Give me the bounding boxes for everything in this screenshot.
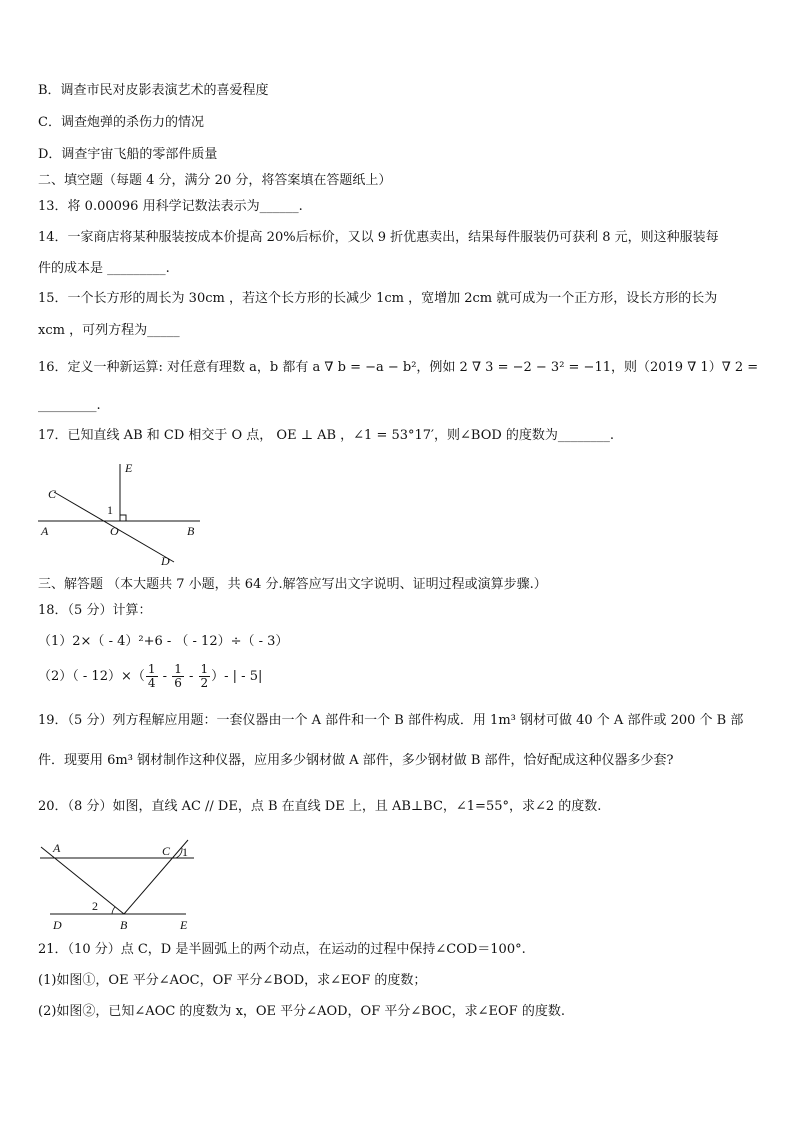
question-15-line-1: 15．一个长方形的周长为 30cm ，若这个长方形的长减少 1cm ，宽增加 2cm 就可成为一个正方形，设长方形的长为 <box>38 291 718 306</box>
question-19-line-2: 件．现要用 6m³ 钢材制作这种仪器，应用多少钢材做 A 部件，多少钢材做 B 部件，恰好配成这种仪器多少套? <box>38 753 674 768</box>
question-21-part-2: (2)如图②，已知∠AOC 的度数为 x，OE 平分∠AOD，OF 平分∠BOC，求∠EOF 的度数. <box>38 1004 565 1019</box>
q18-2-suffix: ）- | - 5| <box>211 669 263 684</box>
fraction-1-6: $\frac{1}{6}$ <box>174 662 182 690</box>
option-b: B．调查市民对皮影表演艺术的喜爱程度 <box>38 83 269 98</box>
question-13: 13．将 0.00096 用科学记数法表示为______. <box>38 199 303 214</box>
question-21-part-1: (1)如图①，OE 平分∠AOC，OF 平分∠BOD，求∠EOF 的度数； <box>38 973 427 988</box>
angle-2-arc <box>112 907 115 914</box>
label-e: E <box>180 918 188 932</box>
question-18-part-2: （2）（ - 12）×（ $\frac{1}{4}$ - $\frac{1}{6}$ - $\frac{1}{2}$ ）- | - 5| <box>38 662 263 690</box>
question-15-line-2: xcm ，可列方程为_____ <box>38 323 180 338</box>
question-18-part-1: （1）2×（ - 4）²+6 - （ - 12）÷（ - 3） <box>38 634 289 649</box>
label-c: C <box>162 844 171 858</box>
right-angle-mark <box>120 515 126 521</box>
label-b: B <box>187 524 195 538</box>
q18-2-prefix: （2）（ - 12）×（ <box>38 669 145 684</box>
section-3-heading: 三、解答题 （本大题共 7 小题，共 64 分.解答应写出文字说明、证明过程或演算步骤.） <box>38 577 547 592</box>
question-17: 17．已知直线 AB 和 CD 相交于 O 点， OE ⊥ AB ，∠1 = 53°17′，则∠BOD 的度数为________. <box>38 428 615 443</box>
figure-17 <box>36 458 206 568</box>
label-o: O <box>110 524 119 538</box>
label-a: A <box>53 841 61 855</box>
question-14-line-1: 14．一家商店将某种服装按成本价提高 20%后标价，又以 9 折优惠卖出，结果每件服装仍可获利 8 元，则这种服装每 <box>38 230 719 245</box>
option-d: D．调查宇宙飞船的零部件质量 <box>38 147 218 162</box>
option-c: C．调查炮弹的杀伤力的情况 <box>38 115 204 130</box>
figure-20 <box>36 836 206 934</box>
section-2-heading: 二、填空题（每题 4 分，满分 20 分，将答案填在答题纸上） <box>38 173 392 188</box>
label-angle-1: 1 <box>107 503 113 517</box>
label-d: D <box>161 554 170 568</box>
line-bc <box>124 840 188 914</box>
label-e: E <box>125 461 133 475</box>
question-16-line-2: _________. <box>38 398 101 413</box>
label-angle-2: 2 <box>92 899 98 913</box>
question-19-line-1: 19．（5 分）列方程解应用题：一套仪器由一个 A 部件和一个 B 部件构成．用 1m³ 钢材可做 40 个 A 部件或 200 个 B 部 <box>38 713 744 728</box>
question-14-line-2: 件的成本是 _________. <box>38 261 170 276</box>
label-c: C <box>48 487 57 501</box>
question-18: 18．（5 分）计算： <box>38 603 152 618</box>
label-a: A <box>41 524 49 538</box>
label-d: D <box>53 918 62 932</box>
question-20: 20．（8 分）如图，直线 AC // DE，点 B 在直线 DE 上，且 AB⊥BC，∠1=55°，求∠2 的度数. <box>38 799 602 814</box>
label-angle-1: 1 <box>182 845 188 859</box>
fraction-1-2: $\frac{1}{2}$ <box>200 662 209 690</box>
line-ab <box>41 847 124 914</box>
question-16-line-1: 16．定义一种新运算: 对任意有理数 a，b 都有 a ∇ b = −a − b²，例如 2 ∇ 3 = −2 − 3² = −11，则（2019 ∇ 1）∇ 2 = <box>38 360 759 375</box>
question-21: 21．（10 分）点 C，D 是半圆弧上的两个动点，在运动的过程中保持∠COD＝100°. <box>38 942 526 957</box>
fraction-1-4: $\frac{1}{4}$ <box>147 662 156 690</box>
label-b: B <box>120 918 128 932</box>
